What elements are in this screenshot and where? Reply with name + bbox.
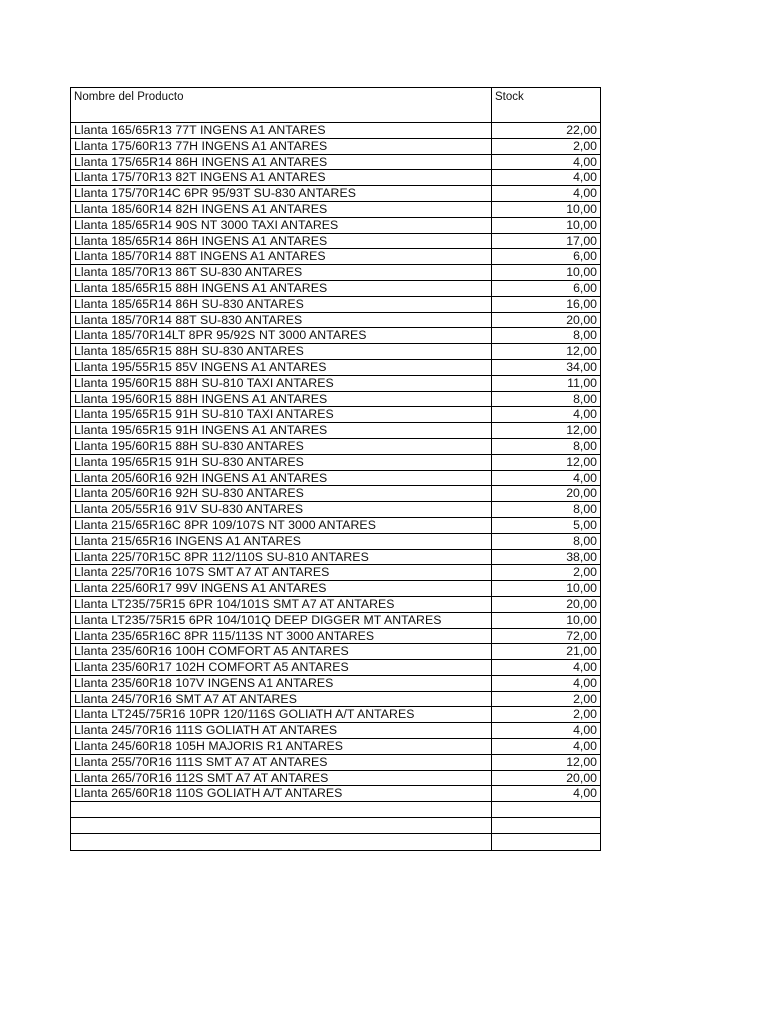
stock-cell: 5,00 (573, 517, 597, 532)
table-row (71, 802, 600, 818)
table-row (71, 281, 600, 297)
product-name-cell: Llanta 245/60R18 105H MAJORIS R1 ANTARES (71, 739, 492, 754)
table-row (71, 392, 600, 408)
table-header-row (71, 88, 600, 123)
stock-cell: 17,00 (566, 233, 597, 248)
stock-cell: 4,00 (573, 170, 597, 185)
product-name-cell: Llanta 195/65R15 91H SU-830 ANTARES (71, 455, 492, 470)
product-name-cell: Llanta 185/65R15 88H INGENS A1 ANTARES (71, 281, 492, 296)
column-header-stock: Stock (495, 91, 524, 103)
stock-cell: 12,00 (566, 454, 597, 469)
stock-cell: 8,00 (573, 502, 597, 517)
stock-cell: 20,00 (566, 486, 597, 501)
stock-cell: 8,00 (573, 533, 597, 548)
product-name-cell: Llanta LT245/75R16 10PR 120/116S GOLIATH A/T ANTARES (71, 707, 492, 722)
stock-cell: 6,00 (573, 280, 597, 295)
table-row (71, 660, 600, 676)
product-name-cell: Llanta 235/60R17 102H COMFORT A5 ANTARES (71, 660, 492, 675)
product-name-cell (71, 802, 492, 817)
stock-cell: 4,00 (573, 407, 597, 422)
stock-cell (492, 834, 600, 850)
stock-cell: 12,00 (566, 754, 597, 769)
product-name-cell: Llanta 185/60R14 82H INGENS A1 ANTARES (71, 202, 492, 217)
product-name-cell: Llanta 195/60R15 88H SU-830 ANTARES (71, 439, 492, 454)
product-name-cell: Llanta 185/70R14LT 8PR 95/92S NT 3000 ANTARES (71, 328, 492, 343)
table-row (71, 771, 600, 787)
product-name-cell: Llanta 225/70R15C 8PR 112/110S SU-810 ANTARES (71, 550, 492, 565)
table-row (71, 423, 600, 439)
stock-cell: 12,00 (566, 344, 597, 359)
product-name-cell: Llanta 215/65R16C 8PR 109/107S NT 3000 ANTARES (71, 518, 492, 533)
stock-cell: 16,00 (566, 296, 597, 311)
stock-cell: 12,00 (566, 423, 597, 438)
product-name-cell: Llanta 235/65R16C 8PR 115/113S NT 3000 ANTARES (71, 629, 492, 644)
stock-cell: 21,00 (566, 644, 597, 659)
product-name-cell: Llanta 235/60R16 100H COMFORT A5 ANTARES (71, 644, 492, 659)
table-row (71, 265, 600, 281)
product-name-cell (71, 834, 492, 850)
product-name-cell: Llanta LT235/75R15 6PR 104/101S SMT A7 AT ANTARES (71, 597, 492, 612)
product-name-cell: Llanta 185/65R14 86H INGENS A1 ANTARES (71, 234, 492, 249)
product-name-cell: Llanta 265/60R18 110S GOLIATH A/T ANTARES (71, 786, 492, 801)
table-row (71, 186, 600, 202)
product-name-cell: Llanta 185/65R15 88H SU-830 ANTARES (71, 344, 492, 359)
stock-cell: 4,00 (573, 675, 597, 690)
table-row (71, 834, 600, 850)
table-row (71, 328, 600, 344)
product-name-cell (71, 818, 492, 833)
table-row (71, 629, 600, 645)
table-row (71, 755, 600, 771)
table-row (71, 676, 600, 692)
table-row (71, 202, 600, 218)
table-row (71, 123, 600, 139)
table-row (71, 502, 600, 518)
stock-cell: 4,00 (573, 660, 597, 675)
stock-cell: 10,00 (566, 217, 597, 232)
product-name-cell: Llanta 185/65R14 86H SU-830 ANTARES (71, 297, 492, 312)
table-row (71, 471, 600, 487)
table-row (71, 613, 600, 629)
product-stock-table (70, 87, 601, 851)
stock-cell: 38,00 (566, 549, 597, 564)
stock-cell: 10,00 (566, 581, 597, 596)
product-name-cell: Llanta LT235/75R15 6PR 104/101Q DEEP DIGGER MT ANTARES (71, 613, 492, 628)
table-row (71, 455, 600, 471)
product-name-cell: Llanta 215/65R16 INGENS A1 ANTARES (71, 534, 492, 549)
product-name-cell: Llanta 245/70R16 SMT A7 AT ANTARES (71, 692, 492, 707)
table-row (71, 739, 600, 755)
product-name-cell: Llanta 175/70R14C 6PR 95/93T SU-830 ANTARES (71, 186, 492, 201)
stock-cell: 72,00 (566, 628, 597, 643)
stock-cell: 34,00 (566, 359, 597, 374)
stock-cell (492, 802, 600, 817)
stock-cell: 11,00 (567, 375, 597, 390)
stock-cell: 2,00 (573, 691, 597, 706)
table-row (71, 486, 600, 502)
product-name-cell: Llanta 195/60R15 88H INGENS A1 ANTARES (71, 392, 492, 407)
product-name-cell: Llanta 245/70R16 111S GOLIATH AT ANTARES (71, 723, 492, 738)
product-name-cell: Llanta 195/65R15 91H INGENS A1 ANTARES (71, 423, 492, 438)
table-row (71, 249, 600, 265)
table-row (71, 692, 600, 708)
table-row (71, 818, 600, 834)
table-row (71, 360, 600, 376)
table-row (71, 550, 600, 566)
stock-cell: 4,00 (573, 470, 597, 485)
stock-cell: 10,00 (566, 265, 597, 280)
table-row (71, 581, 600, 597)
stock-cell: 20,00 (566, 770, 597, 785)
product-name-cell: Llanta 195/65R15 91H SU-810 TAXI ANTARES (71, 407, 492, 422)
stock-cell: 8,00 (573, 438, 597, 453)
table-row (71, 518, 600, 534)
product-name-cell: Llanta 185/70R13 86T SU-830 ANTARES (71, 265, 492, 280)
table-row (71, 407, 600, 423)
stock-cell: 2,00 (573, 565, 597, 580)
product-name-cell: Llanta 175/65R14 86H INGENS A1 ANTARES (71, 155, 492, 170)
table-row (71, 297, 600, 313)
table-row (71, 218, 600, 234)
column-header-name: Nombre del Producto (71, 88, 492, 122)
stock-cell: 20,00 (566, 596, 597, 611)
table-row (71, 723, 600, 739)
stock-cell: 4,00 (573, 786, 597, 801)
table-row (71, 597, 600, 613)
stock-cell: 2,00 (573, 138, 597, 153)
table-row (71, 439, 600, 455)
table-row (71, 313, 600, 329)
product-name-cell: Llanta 185/70R14 88T SU-830 ANTARES (71, 313, 492, 328)
table-row (71, 707, 600, 723)
product-name-cell: Llanta 175/60R13 77H INGENS A1 ANTARES (71, 139, 492, 154)
stock-cell: 8,00 (573, 391, 597, 406)
stock-cell: 4,00 (573, 723, 597, 738)
product-name-cell: Llanta 195/60R15 88H SU-810 TAXI ANTARES (71, 376, 492, 391)
stock-cell (492, 818, 600, 833)
stock-cell: 2,00 (573, 707, 597, 722)
product-name-cell: Llanta 255/70R16 111S SMT A7 AT ANTARES (71, 755, 492, 770)
product-name-cell: Llanta 235/60R18 107V INGENS A1 ANTARES (71, 676, 492, 691)
table-row (71, 344, 600, 360)
stock-cell: 8,00 (573, 328, 597, 343)
product-name-cell: Llanta 175/70R13 82T INGENS A1 ANTARES (71, 170, 492, 185)
stock-cell: 4,00 (573, 739, 597, 754)
product-name-cell: Llanta 185/70R14 88T INGENS A1 ANTARES (71, 249, 492, 264)
table-row (71, 376, 600, 392)
product-name-cell: Llanta 165/65R13 77T INGENS A1 ANTARES (71, 123, 492, 138)
product-name-cell: Llanta 205/60R16 92H INGENS A1 ANTARES (71, 471, 492, 486)
table-row (71, 644, 600, 660)
table-row (71, 155, 600, 171)
stock-cell: 6,00 (573, 249, 597, 264)
stock-cell: 4,00 (573, 154, 597, 169)
table-row (71, 786, 600, 802)
stock-cell: 10,00 (566, 612, 597, 627)
product-name-cell: Llanta 195/55R15 85V INGENS A1 ANTARES (71, 360, 492, 375)
product-name-cell: Llanta 265/70R16 112S SMT A7 AT ANTARES (71, 771, 492, 786)
product-name-cell: Llanta 225/60R17 99V INGENS A1 ANTARES (71, 581, 492, 596)
table-row (71, 234, 600, 250)
stock-cell: 22,00 (566, 123, 597, 137)
product-name-cell: Llanta 205/60R16 92H SU-830 ANTARES (71, 486, 492, 501)
table-row (71, 565, 600, 581)
product-name-cell: Llanta 225/70R16 107S SMT A7 AT ANTARES (71, 565, 492, 580)
table-row (71, 139, 600, 155)
stock-cell: 10,00 (566, 201, 597, 216)
product-name-cell: Llanta 205/55R16 91V SU-830 ANTARES (71, 502, 492, 517)
product-name-cell: Llanta 185/65R14 90S NT 3000 TAXI ANTARES (71, 218, 492, 233)
table-body (71, 123, 600, 850)
table-row (71, 170, 600, 186)
stock-cell: 20,00 (566, 312, 597, 327)
table-row (71, 534, 600, 550)
stock-cell: 4,00 (573, 186, 597, 201)
